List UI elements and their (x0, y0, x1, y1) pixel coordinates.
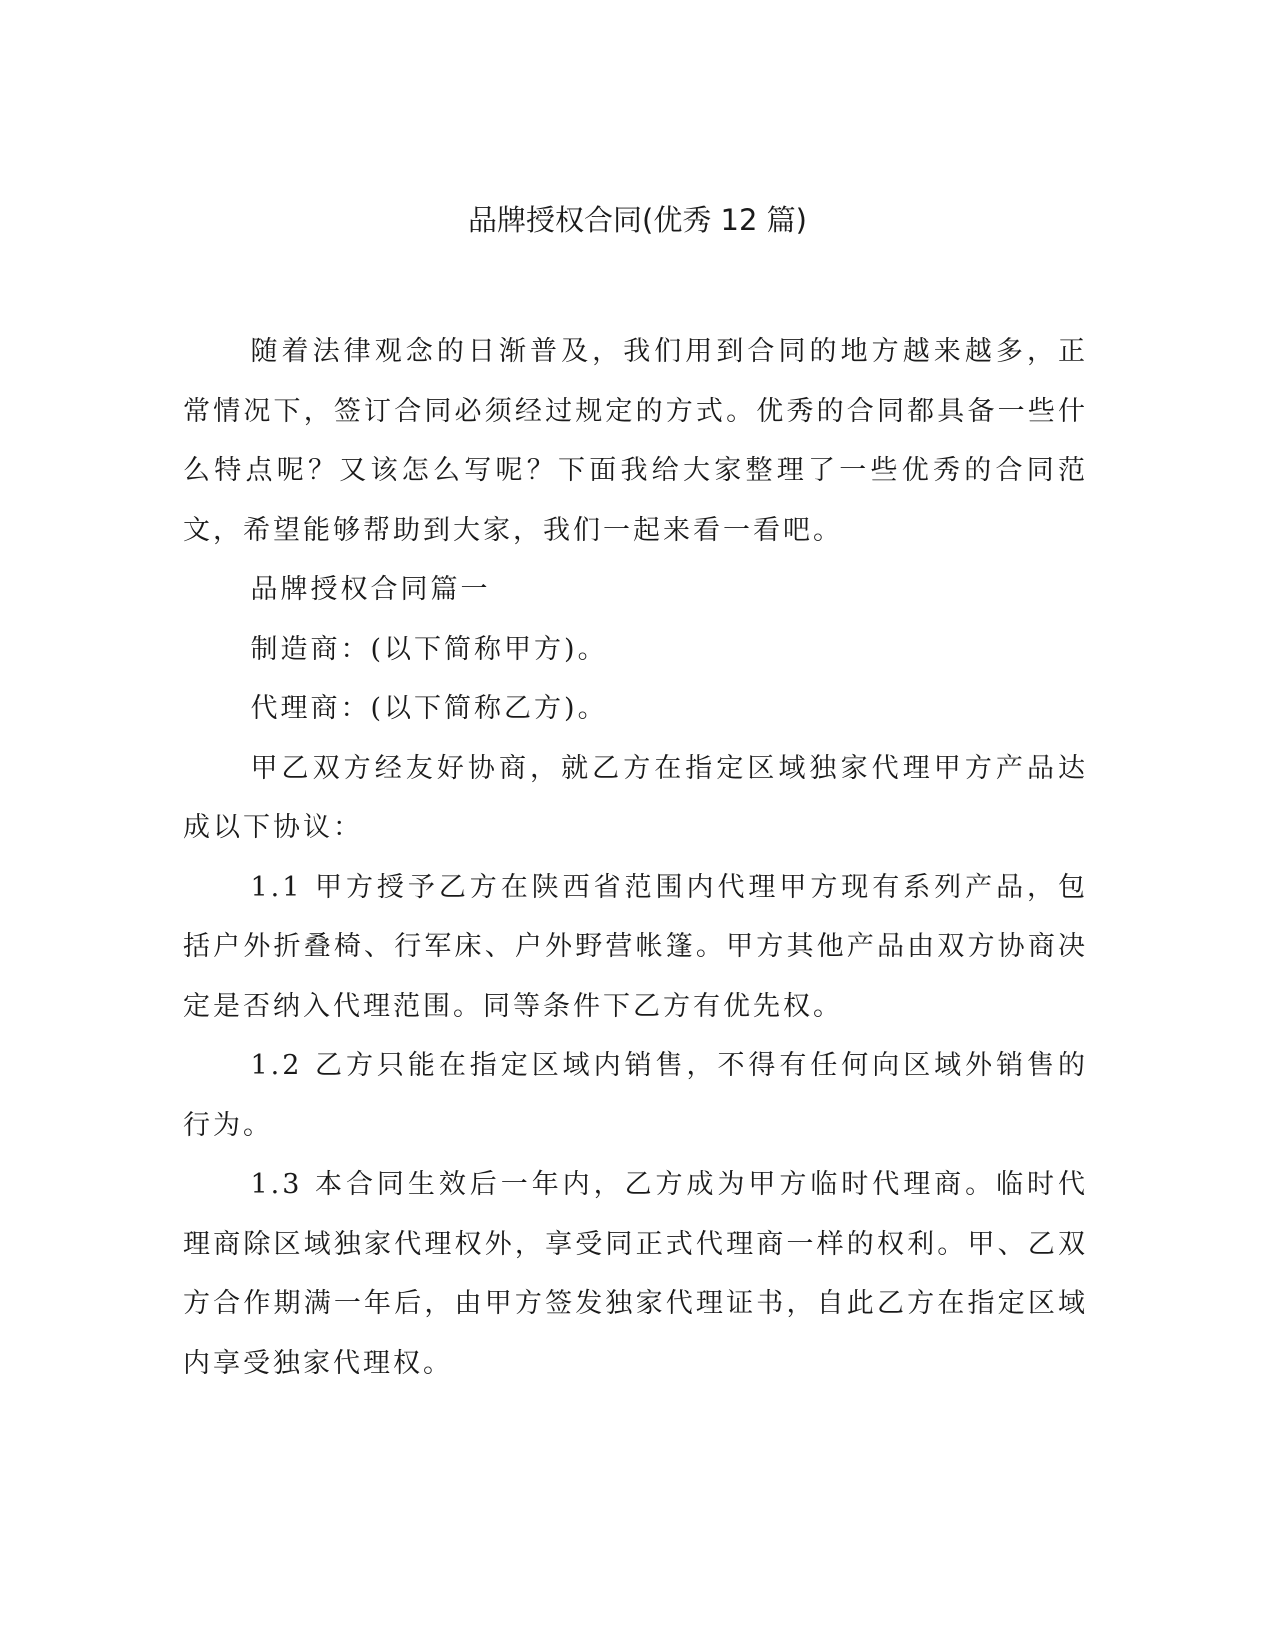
clause-1-2: 1.2 乙方只能在指定区域内销售，不得有任何向区域外销售的行为。 (183, 1050, 1088, 1141)
agreement-preamble: 甲乙双方经友好协商，就乙方在指定区域独家代理甲方产品达成以下协议： (183, 752, 1088, 843)
document-title: 品牌授权合同(优秀 12 篇) (468, 203, 807, 237)
manufacturer-line: 制造商：(以下简称甲方)。 (250, 633, 608, 665)
clause-1-1: 1.1 甲方授予乙方在陕西省范围内代理甲方现有系列产品，包括户外折叠椅、行军床、户外野营帐篷。甲方其他产品由双方协商决定是否纳入代理范围。同等条件下乙方有优先权。 (183, 871, 1088, 1022)
section-heading: 品牌授权合同篇一 (250, 574, 491, 605)
document-body (183, 322, 1088, 1393)
agent-line: 代理商：(以下简称乙方)。 (250, 693, 608, 724)
clause-1-3: 1.3 本合同生效后一年内，乙方成为甲方临时代理商。临时代理商除区域独家代理权外，享受同正式代理商一样的权利。甲、乙双方合作期满一年后，由甲方签发独家代理证书，自此乙方在指定区域内享受独家代理权。 (183, 1169, 1088, 1379)
intro-paragraph: 随着法律观念的日渐普及，我们用到合同的地方越来越多，正常情况下，签订合同必须经过规定的方式。优秀的合同都具备一些什么特点呢？又该怎么写呢？下面我给大家整理了一些优秀的合同范文，希望能够帮助到大家，我们一起来看一看吧。 (183, 336, 1088, 546)
